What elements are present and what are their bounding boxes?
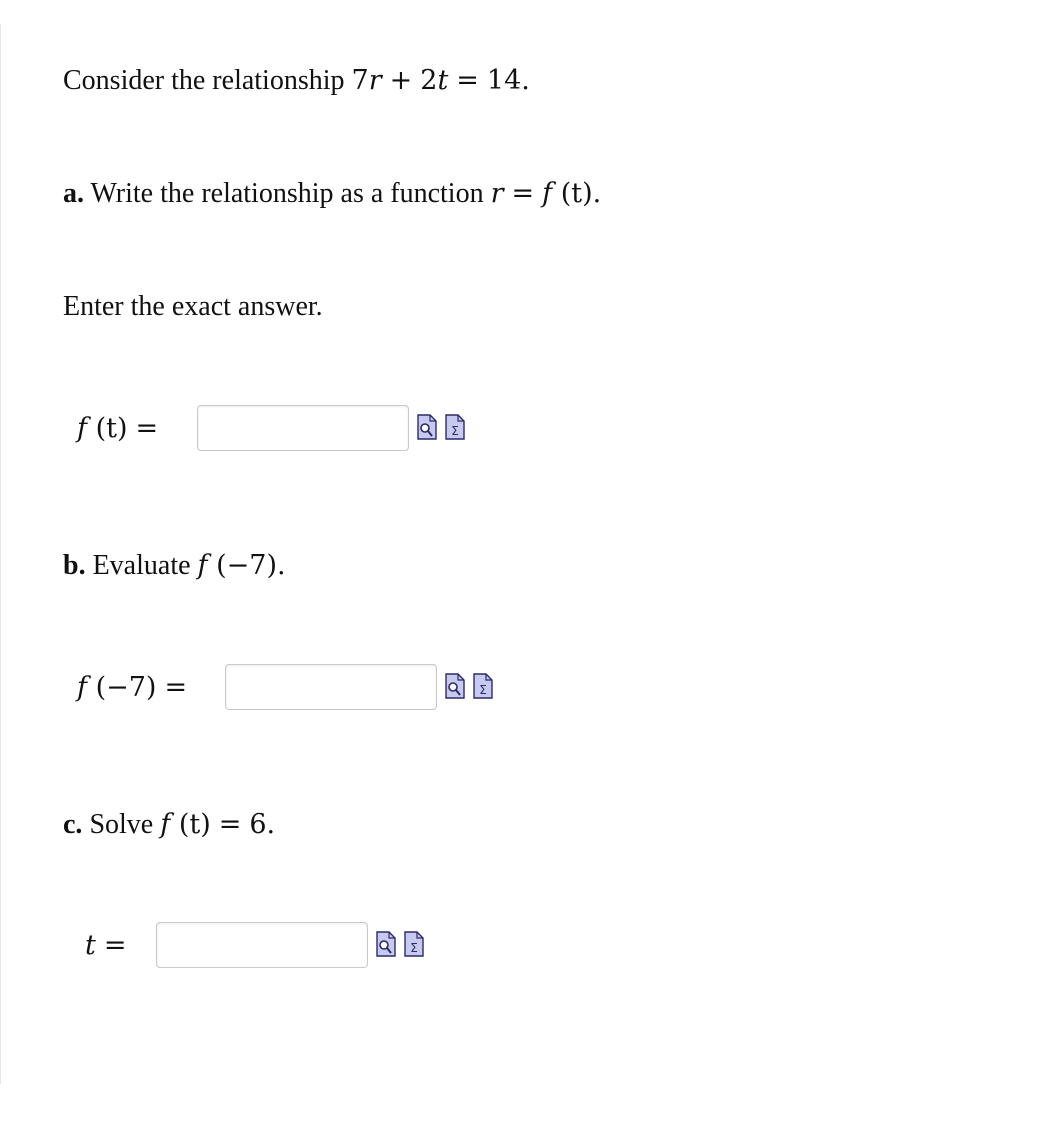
equation-editor-icon[interactable]: [473, 673, 493, 699]
part-c-prompt: [63, 808, 275, 842]
svg-text:Σ: Σ: [451, 424, 459, 438]
instruction-text: Enter the exact answer.: [63, 291, 323, 322]
part-b-text: Evaluate: [85, 550, 198, 581]
answer-a-label: f (t) =: [77, 413, 159, 444]
answer-a-row: [0, 405, 520, 453]
answer-c-label: t =: [85, 930, 127, 961]
answer-a-input[interactable]: [197, 405, 409, 451]
preview-icon[interactable]: [445, 673, 465, 699]
part-c-text: Solve: [82, 809, 161, 840]
answer-c-input[interactable]: [156, 922, 368, 968]
part-a-prompt: [63, 177, 601, 211]
intro-statement: [63, 64, 530, 98]
part-a-text: Write the relationship as a function: [84, 178, 491, 209]
part-b-prompt: [63, 549, 286, 583]
part-b-math: f (−7).: [197, 550, 286, 581]
answer-b-row: [0, 664, 520, 712]
part-a-marker: a.: [63, 178, 84, 209]
intro-text: Consider the relationship: [63, 65, 352, 96]
part-c-math: f (t) = 6.: [160, 809, 276, 840]
equation-editor-icon[interactable]: [445, 414, 465, 440]
intro-equation: 7r + 2t = 14.: [351, 65, 530, 96]
svg-text:Σ: Σ: [410, 941, 418, 955]
answer-b-label: f (−7) =: [77, 672, 188, 703]
part-b-marker: b.: [63, 550, 86, 581]
preview-icon[interactable]: [417, 414, 437, 440]
answer-b-input[interactable]: [225, 664, 437, 710]
part-c-marker: c.: [63, 809, 83, 840]
equation-editor-icon[interactable]: [404, 931, 424, 957]
answer-c-row: [0, 922, 520, 970]
preview-icon[interactable]: [376, 931, 396, 957]
svg-text:Σ: Σ: [479, 683, 487, 697]
part-a-math: r = f (t).: [490, 178, 602, 209]
